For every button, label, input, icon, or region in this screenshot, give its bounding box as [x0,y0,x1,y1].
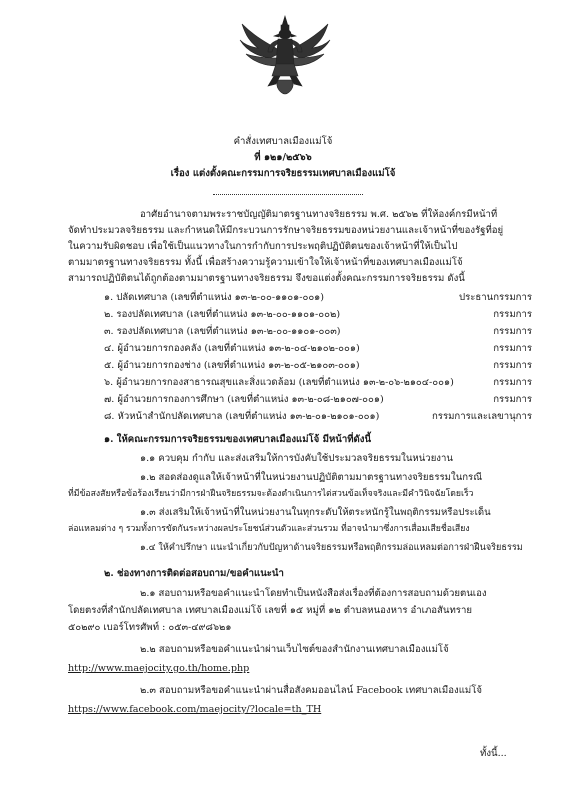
member-role: กรรมการ [493,309,532,320]
order-subject: เรื่อง แต่งตั้งคณะกรรมการจริยธรรมเทศบาลเมืองแม่โจ้ [170,168,396,179]
intro-line: สามารถปฏิบัติตนได้ถูกต้องตามมาตรฐานทางจริยธรรม จึงขอแต่งตั้งคณะกรรมการจริยธรรม ดังนี้ [68,273,465,284]
member-row [104,394,532,406]
member-role: กรรมการ [493,360,532,371]
member-role: กรรมการและเลขานุการ [431,411,532,422]
member-item: ๓. รองปลัดเทศบาล (เลขที่ตำแหน่ง ๑๓-๒-๐๐-๑๑๐๑-๐๐๓) [104,326,341,337]
member-item: ๔. ผู้อำนวยการกองคลัง (เลขที่ตำแหน่ง ๑๓-๒-๐๔-๒๑๐๒-๐๐๑) [104,343,360,354]
section2-item: ๒.๓ สอบถามหรือขอคำแนะนำผ่านสื่อสังคมออนไลน์ Facebook เทศบาลเมืองแม่โจ้ [140,685,482,696]
member-row [104,326,532,338]
member-role: ประธานกรรมการ [459,292,532,303]
member-row [104,377,532,389]
section2-item: ๕๐๒๙๐ เบอร์โทรศัพท์ : ๐๕๓-๔๙๘๖๒๑ [68,622,232,633]
member-item: ๒. รองปลัดเทศบาล (เลขที่ตำแหน่ง ๑๓-๒-๐๐-๑๑๐๑-๐๐๒) [104,309,341,320]
member-role: กรรมการ [493,326,532,337]
intro-line: ในความรับผิดชอบ เพื่อใช้เป็นแนวทางในการกำกับการประพฤติปฏิบัติตนของเจ้าหน้าที่ให้เป็นไป [68,241,458,252]
section1-item: ๑.๓ ส่งเสริมให้เจ้าหน้าที่ในหน่วยงานในทุกระดับให้ตระหนักรู้ในพฤติกรรมหรือประเด็น [140,507,491,518]
section1-item: ที่มีข้อสงสัยหรือข้อร้องเรียนว่ามีการฝ่าฝืนจริยธรรมจะต้องดำเนินการไต่สวนข้อเท็จจริงและมีคำวินิจฉัยโดยเร็ว [68,489,474,499]
member-row [104,309,532,321]
member-row [104,411,532,423]
section1-item: ล่อแหลมต่าง ๆ รวมทั้งการขัดกันระหว่างผลประโยชน์ส่วนตัวและส่วนรวม ที่อาจนำมาซึ่งการเสื่อมเสียชื่อเสียง [68,524,470,534]
section1-item: ๑.๑ ควบคุม กำกับ และส่งเสริมให้การบังคับใช้ประมวลจริยธรรมในหน่วยงาน [140,453,453,464]
intro-line: อาศัยอำนาจตามพระราชบัญญัติมาตรฐานทางจริยธรรม พ.ศ. ๒๕๖๒ ที่ให้องค์กรมีหน้าที่ [140,209,498,220]
member-row [104,343,532,355]
intro-line: ตามมาตรฐานทางจริยธรรม ทั้งนี้ เพื่อสร้างความรู้ความเข้าใจให้เจ้าหน้าที่ของเทศบาลเมืองแม่โจ้ [68,257,463,268]
section2-item: โดยตรงที่สำนักปลัดเทศบาล เทศบาลเมืองแม่โจ้ เลขที่ ๑๕ หมู่ที่ ๑๒ ตำบลหนองหาร อำเภอสันทราย [68,605,472,616]
member-role: กรรมการ [493,343,532,354]
website-link[interactable]: http://www.maejocity.go.th/home.php [68,663,250,674]
member-item: ๖. ผู้อำนวยการกองสาธารณสุขและสิ่งแวดล้อม (เลขที่ตำแหน่ง ๑๓-๒-๐๖-๒๑๐๔-๐๐๑) [104,377,454,388]
member-item: ๗. ผู้อำนวยการกองการศึกษา (เลขที่ตำแหน่ง ๑๓-๒-๐๘-๒๑๐๗-๐๐๑) [104,394,384,405]
section2-item: ๒.๒ สอบถามหรือขอคำแนะนำผ่านเว็บไซต์ของสำนักงานเทศบาลเมืองแม่โจ้ [140,644,449,655]
section1-item: ๑.๒ สอดส่องดูแลให้เจ้าหน้าที่ในหน่วยงานปฏิบัติตามมาตรฐานทางจริยธรรมในกรณี [140,472,483,483]
section2-item: ๒.๑ สอบถามหรือขอคำแนะนำโดยทำเป็นหนังสือส่งเรื่องที่ต้องการสอบถามด้วยตนเอง [140,588,487,599]
section2-heading: ๒. ช่องทางการติดต่อสอบถาม/ขอคำแนะนำ [104,568,284,579]
member-role: กรรมการ [493,377,532,388]
separator-dots [213,194,363,195]
member-item: ๘. หัวหน้าสำนักปลัดเทศบาล (เลขที่ตำแหน่ง ๑๓-๒-๐๑-๒๑๐๑-๐๐๑) [104,411,380,422]
order-title: คำสั่งเทศบาลเมืองแม่โจ้ [233,136,333,147]
intro-line: จัดทำประมวลจริยธรรม และกำหนดให้มีกระบวนการรักษาจริยธรรมของหน่วยงานและเจ้าหน้าที่ของรัฐที่อยู่ [68,225,504,236]
section1-heading: ๑. ให้คณะกรรมการจริยธรรมของเทศบาลเมืองแม่โจ้ มีหน้าที่ดังนี้ [104,434,372,445]
section1-item: ๑.๔ ให้คำปรึกษา แนะนำเกี่ยวกับปัญหาด้านจริยธรรมหรือพฤติกรรมล่อแหลมต่อการฝ่าฝืนจริยธรรม [140,543,523,553]
member-row [104,360,532,372]
member-item: ๑. ปลัดเทศบาล (เลขที่ตำแหน่ง ๑๓-๒-๐๐-๑๑๐๑-๐๐๑) [104,292,325,303]
member-role: กรรมการ [493,394,532,405]
member-row [104,292,532,304]
garuda-emblem-icon [238,14,332,96]
facebook-link[interactable]: https://www.facebook.com/maejocity/?locale=th_TH [68,704,322,715]
order-number: ที่ ๑๒๑/๒๕๖๖ [254,152,312,163]
member-item: ๕. ผู้อำนวยการกองช่าง (เลขที่ตำแหน่ง ๑๓-๒-๐๕-๒๑๐๓-๐๐๑) [104,360,360,371]
continued-note: ทั้งนี้... [480,748,507,759]
